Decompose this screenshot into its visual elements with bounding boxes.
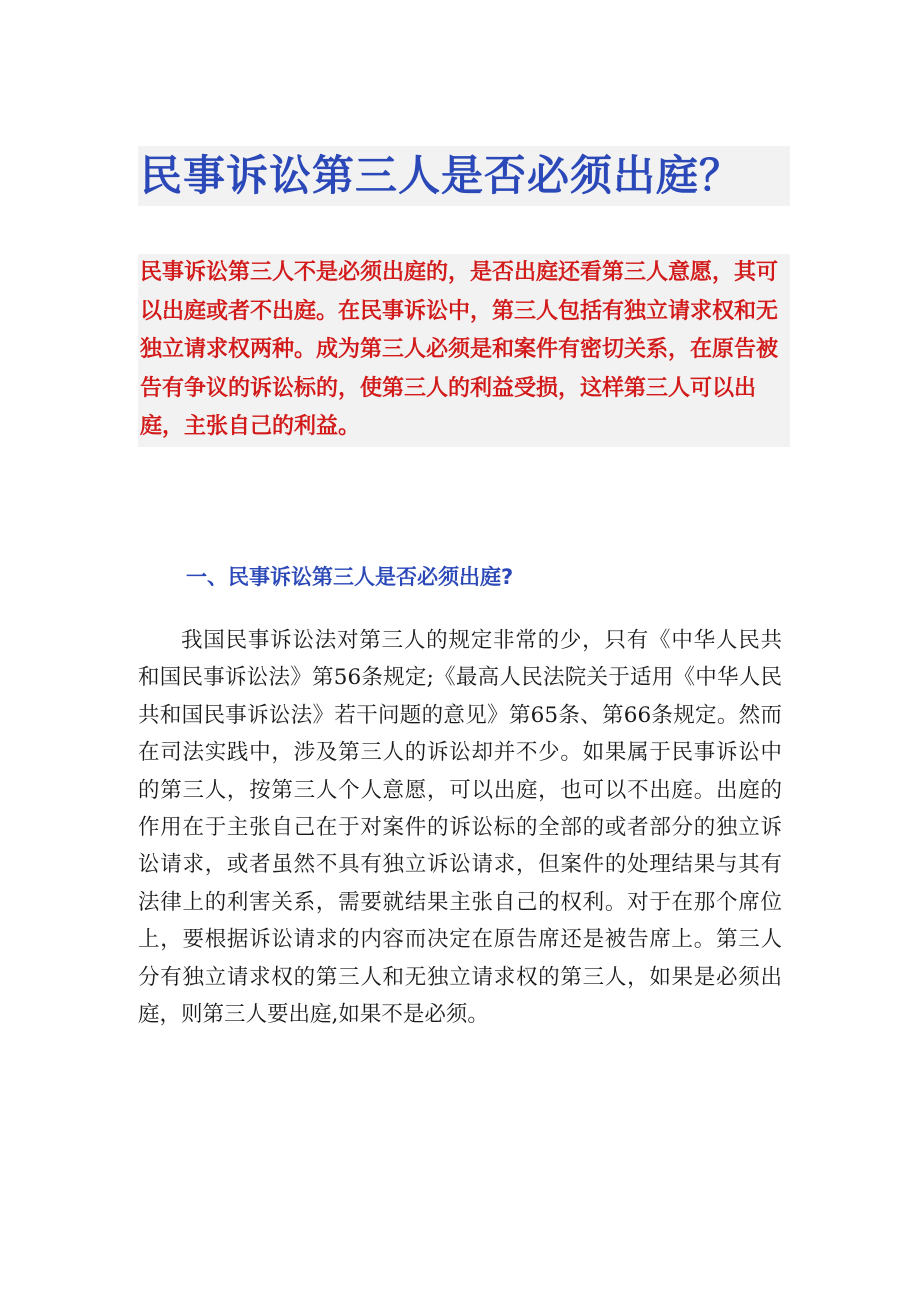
section-heading: 一、民事诉讼第三人是否必须出庭? — [186, 565, 514, 589]
body-paragraph: 我国民事诉讼法对第三人的规定非常的少，只有《中华人民共和国民事诉讼法》第56条规定;《最高人民法院关于适用《中华人民共和国民事诉讼法》若干问题的意见》第65条、第66条规定。然而在司法实践中，涉及第三人的诉讼却并不少。如果属于民事诉讼中的第三人，按第三人个人意愿，可以出庭，也可以不出庭。出庭的作用在于主张自己在于对案件的诉讼标的全部的或者部分的独立诉讼请求，或者虽然不具有独立诉讼请求，但案件的处理结果与其有法律上的利害关系，需要就结果主张自己的权利。对于在那个席位上，要根据诉讼请求的内容而决定在原告席还是被告席上。第三人分有独立请求权的第三人和无独立请求权的第三人，如果是必须出庭，则第三人要出庭,如果不是必须。 — [138, 628, 782, 1028]
summary-paragraph: 民事诉讼第三人不是必须出庭的，是否出庭还看第三人意愿，其可以出庭或者不出庭。在民事诉讼中，第三人包括有独立请求权和无独立请求权两种。成为第三人必须是和案件有密切关系，在原告被告有争议的诉讼标的，使第三人的利益受损，这样第三人可以出庭，主张自己的利益。 — [138, 254, 790, 447]
document-title: 民事诉讼第三人是否必须出庭？ — [138, 146, 790, 206]
